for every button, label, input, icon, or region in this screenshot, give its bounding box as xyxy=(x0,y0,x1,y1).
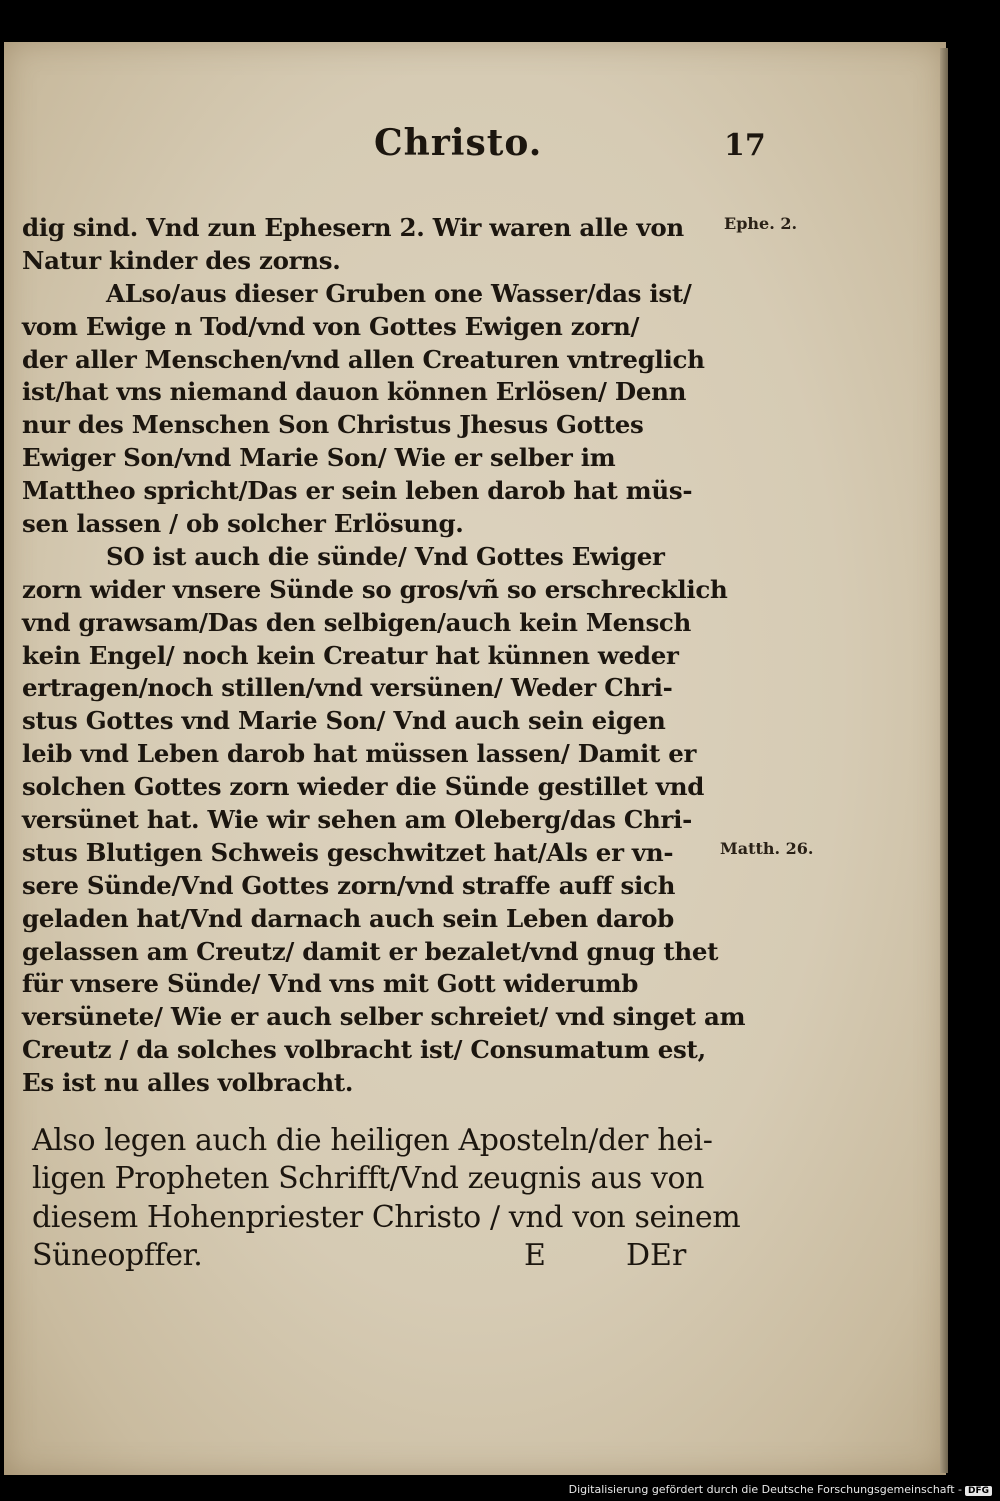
footer-credit xyxy=(569,1483,992,1496)
text-line: ALso/aus dieser Gruben one Wasser/das ist/ xyxy=(106,278,692,308)
text-line: nur des Menschen Son Christus Jhesus Gottes xyxy=(22,410,644,440)
text-line: diesem Hohenpriester Christo / vnd von seinem xyxy=(32,1199,741,1235)
text-line: versünet hat. Wie wir sehen am Oleberg/das Chri- xyxy=(22,805,693,835)
text-line: Süneopffer. xyxy=(32,1237,203,1273)
text-line: ertragen/noch stillen/vnd versünen/ Weder Chri- xyxy=(22,673,673,703)
text-line: vom Ewige n Tod/vnd von Gottes Ewigen zorn/ xyxy=(22,311,640,341)
text-line: kein Engel/ noch kein Creatur hat künnen weder xyxy=(22,640,679,670)
text-line: Es ist nu alles volbracht. xyxy=(22,1068,354,1098)
body-text xyxy=(22,212,746,1100)
text-line: stus Blutigen Schweis geschwitzet hat/Als er vn- xyxy=(22,837,674,867)
closing-paragraph xyxy=(32,1122,741,1275)
text-line: vnd grawsam/Das den selbigen/auch kein Mensch xyxy=(22,607,692,637)
footer-text: Digitalisierung gefördert durch die Deutsche Forschungsgemeinschaft - xyxy=(568,1483,962,1496)
text-line: solchen Gottes zorn wieder die Sünde gestillet vnd xyxy=(22,772,705,802)
text-line: SO ist auch die sünde/ Vnd Gottes Ewiger xyxy=(106,541,665,571)
text-line: stus Gottes vnd Marie Son/ Vnd auch sein eigen xyxy=(22,706,666,736)
text-line: Creutz / da solches volbracht ist/ Consumatum est, xyxy=(22,1035,706,1065)
text-line: ligen Propheten Schrifft/Vnd zeugnis aus von xyxy=(32,1161,705,1197)
catchword: DEr xyxy=(626,1238,687,1273)
text-line: der aller Menschen/vnd allen Creaturen vntreglich xyxy=(22,344,705,374)
text-line: Natur kinder des zorns. xyxy=(22,245,341,275)
text-line: Also legen auch die heiligen Aposteln/der hei- xyxy=(32,1123,713,1158)
book-page xyxy=(4,42,946,1475)
marginal-note: Ephe. 2. xyxy=(724,214,798,233)
text-line: gelassen am Creutz/ damit er bezalet/vnd gnug thet xyxy=(22,936,719,966)
text-line: für vnsere Sünde/ Vnd vns mit Gott widerumb xyxy=(22,969,639,999)
text-line: dig sind. Vnd zun Ephesern 2. Wir waren alle von xyxy=(22,213,684,242)
text-line: Ewiger Son/vnd Marie Son/ Wie er selber im xyxy=(22,443,616,473)
text-line: sen lassen / ob solcher Erlösung. xyxy=(22,509,464,539)
page-edge xyxy=(940,48,948,1473)
text-line: Mattheo spricht/Das er sein leben darob hat müs- xyxy=(22,476,693,506)
signature-mark: E xyxy=(524,1238,546,1273)
dfg-logo: DFG xyxy=(965,1486,992,1496)
running-title: Christo. xyxy=(374,122,543,164)
text-line: leib vnd Leben darob hat müssen lassen/ Damit er xyxy=(22,739,697,769)
text-line: versünete/ Wie er auch selber schreiet/ vnd singet am xyxy=(22,1002,746,1032)
page-number: 17 xyxy=(724,128,766,163)
text-line: ist/hat vns niemand dauon können Erlösen/ Denn xyxy=(22,377,687,407)
text-line: zorn wider vnsere Sünde so gros/vñ so erschrecklich xyxy=(22,574,728,604)
text-line: sere Sünde/Vnd Gottes zorn/vnd straffe auff sich xyxy=(22,870,676,900)
marginal-note: Matth. 26. xyxy=(720,839,814,858)
text-line: geladen hat/Vnd darnach auch sein Leben darob xyxy=(22,903,674,933)
